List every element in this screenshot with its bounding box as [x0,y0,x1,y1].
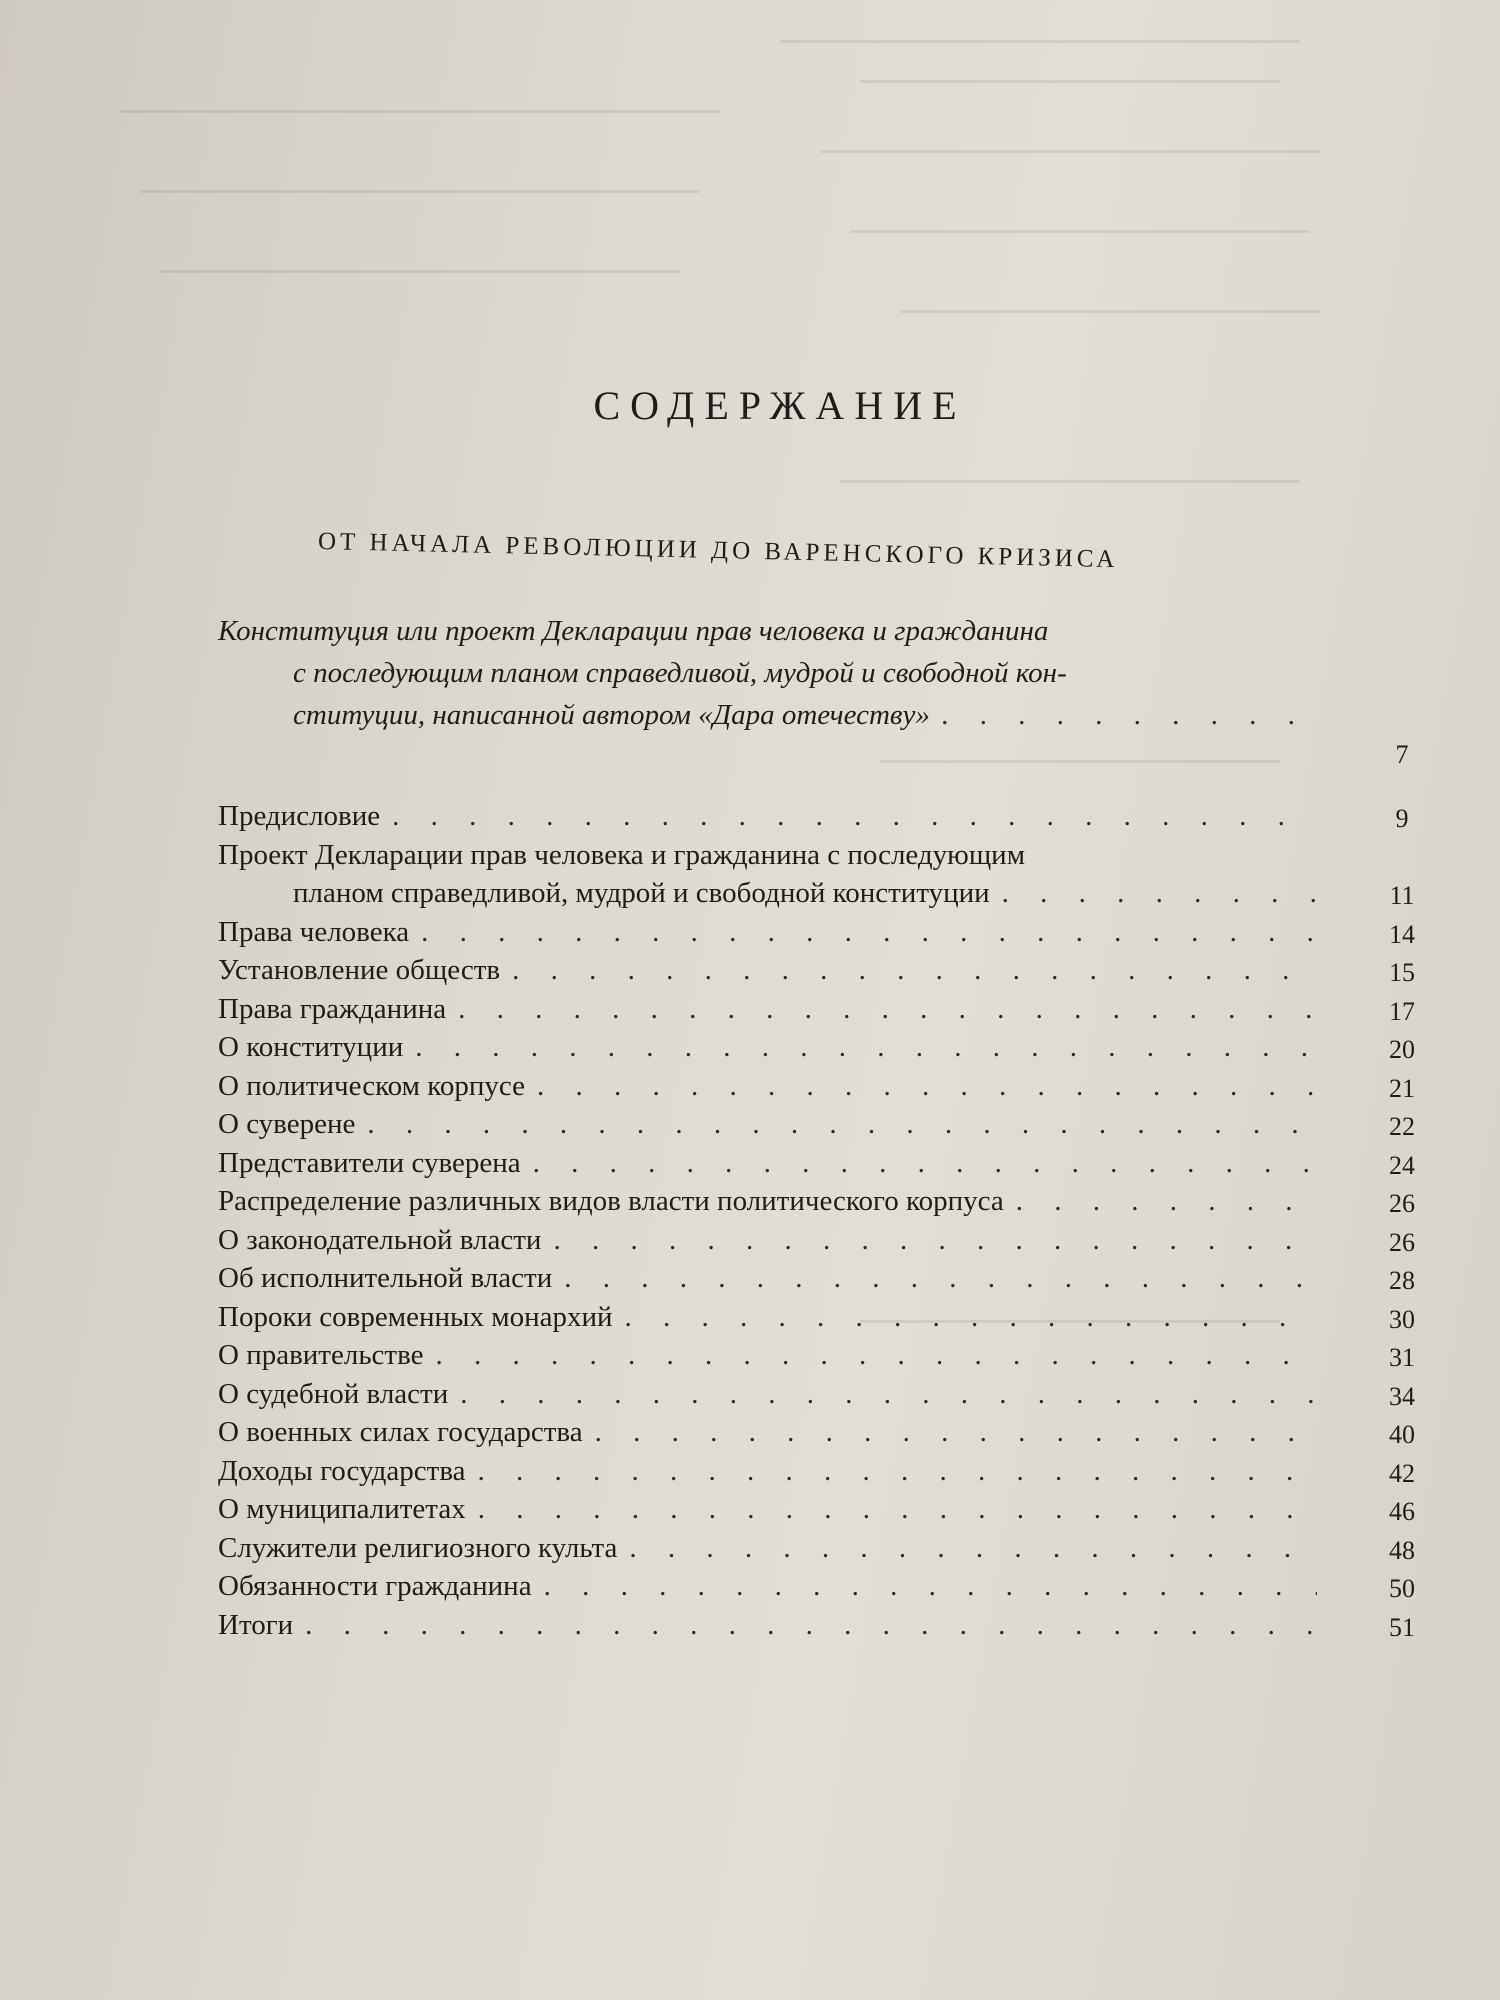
toc-page-number: 9 [1395,804,1409,833]
toc-entry [218,1609,1323,1648]
toc-page-number: 24 [1389,1150,1415,1180]
toc-page-number: 26 [1389,1227,1415,1257]
leader-dots [553,1224,1317,1257]
toc-entry-text: Предисловие [218,800,381,832]
leader-dots [625,1301,1317,1334]
toc-entry-text: О муниципалитетах [218,1493,466,1525]
toc-entry-text: Установление обществ [218,954,501,986]
toc-entry [218,1455,1323,1494]
toc-entry [218,954,1323,993]
toc-entry [218,1147,1323,1186]
toc-entry [218,1262,1323,1301]
toc-entry-text: Служители религиозного культа [218,1531,618,1564]
toc-page-number: 20 [1389,1035,1415,1064]
toc-entry [218,993,1323,1032]
leader-dots [392,800,1317,833]
toc-entry [218,1224,1323,1263]
leader-dots [1002,877,1317,910]
toc-entry-text: Об исполнительной власти [218,1262,553,1294]
leader-dots [415,1031,1317,1064]
toc-entry [218,916,1323,955]
leader-dots [533,1147,1317,1180]
toc-entry [218,1301,1323,1340]
toc-page-number: 50 [1389,1574,1415,1603]
toc-entry-text: Доходы государства [218,1454,466,1487]
toc-page-number: 42 [1389,1458,1415,1488]
toc-entry [218,1493,1323,1532]
toc-page-number: 46 [1389,1497,1415,1526]
toc-page-number: 14 [1389,919,1415,949]
toc-entry-text: Права гражданина [218,992,447,1025]
toc-entry-text: О законодательной власти [218,1223,542,1256]
leader-dots [458,993,1317,1026]
toc-entry-text: с последующим планом справедливой, мудрой и свободной кон- [293,657,1067,689]
toc-page-number: 21 [1389,1073,1415,1103]
toc-page-number: 34 [1389,1381,1415,1411]
toc-entry-text: О военных силах государства [218,1416,583,1448]
toc-entry-text: О судебной власти [218,1377,449,1410]
page-title: СОДЕРЖАНИЕ [593,383,967,428]
toc-page-number: 7 [1395,740,1409,769]
toc-entry-text: О политическом корпусе [218,1069,525,1102]
toc-entry-text: О суверене [218,1108,356,1140]
toc-entry-text: ституции, написанной автором «Дара отечеству» [293,699,930,731]
toc-entry [218,1570,1323,1609]
toc-page-number: 51 [1389,1612,1415,1642]
toc-entry-text: Распределение различных видов власти политического корпуса [218,1185,1004,1217]
section-title: ОТ НАЧАЛА РЕВОЛЮЦИИ ДО ВАРЕНСКОГО КРИЗИСА [317,528,1119,574]
leader-dots [942,699,1317,732]
leader-dots [421,916,1317,949]
leader-dots [478,1455,1317,1488]
toc-page-number: 26 [1389,1189,1415,1218]
toc-entry [218,1416,1323,1455]
toc-entry [218,800,1323,839]
leader-dots [435,1339,1317,1372]
toc-page-number: 40 [1389,1420,1415,1449]
leader-dots [367,1108,1317,1141]
toc-entry [218,1378,1323,1417]
toc-entry [218,1031,1323,1070]
toc-entry-intro [218,615,1323,741]
toc-entry [218,1532,1323,1571]
toc-entry-text: планом справедливой, мудрой и свободной конституции [293,877,990,909]
toc-page-number: 22 [1389,1112,1415,1141]
toc-entry-text: Проект Декларации прав человека и гражданина с последующим [218,838,1026,871]
leader-dots [629,1532,1317,1565]
toc-entry-text: О конституции [218,1031,404,1063]
leader-dots [305,1609,1317,1642]
toc-entry-text: Обязанности гражданина [218,1570,532,1602]
toc-entry [218,1185,1323,1224]
leader-dots [564,1262,1317,1295]
leader-dots [595,1416,1317,1449]
toc-entry-text: Конституция или проект Декларации прав человека и гражданина [218,615,1049,647]
leader-dots [537,1070,1317,1103]
toc-entry-text: Итоги [218,1608,294,1641]
leader-dots [512,954,1317,987]
toc-page-number: 48 [1389,1535,1415,1565]
toc-entry [218,1339,1323,1378]
toc-entry [218,1070,1323,1109]
toc-page-number: 28 [1389,1266,1415,1295]
toc-page-number: 31 [1389,1343,1415,1372]
toc-page-number: 11 [1389,881,1415,910]
toc-entry-text: О правительстве [218,1339,424,1371]
toc-entry-text: Права человека [218,915,410,948]
leader-dots [478,1493,1317,1526]
leader-dots [544,1570,1317,1603]
toc-entry [218,839,1323,916]
leader-dots [460,1378,1317,1411]
toc-page-number: 17 [1389,996,1415,1026]
toc-page-number: 30 [1389,1304,1415,1334]
toc-entry-text: Представители суверена [218,1146,521,1179]
toc-page-number: 15 [1389,958,1415,987]
leader-dots [1016,1185,1317,1218]
toc-entry-text: Пороки современных монархий [218,1300,613,1333]
toc-entry [218,1108,1323,1147]
